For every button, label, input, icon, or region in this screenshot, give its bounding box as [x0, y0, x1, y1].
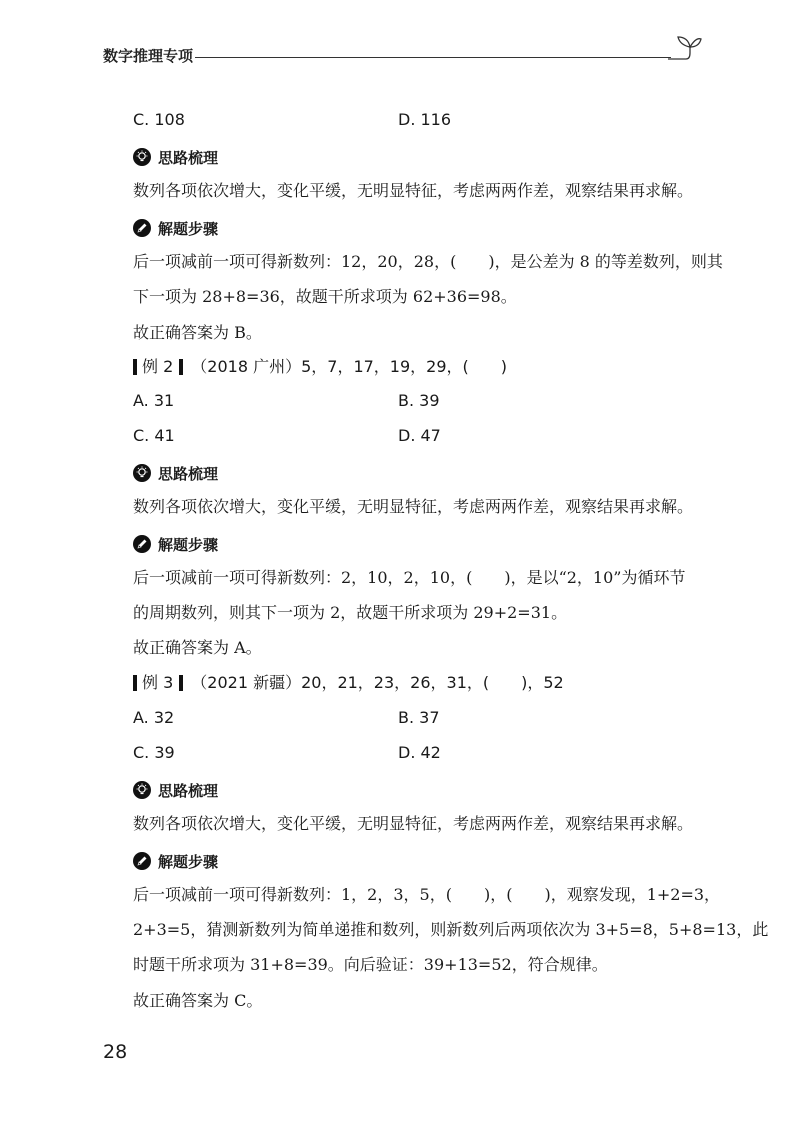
sprout-icon	[666, 33, 702, 63]
thinking-text: 数列各项依次增大，变化平缓，无明显特征，考虑两两作差，观察结果再求解。	[133, 814, 694, 833]
option-d: D. 42	[398, 743, 441, 762]
thinking-label: 思路梳理	[158, 148, 219, 167]
example-3-label: 例 3	[142, 673, 174, 692]
answer-text: 故正确答案为 A。	[133, 638, 262, 657]
lightbulb-icon	[133, 781, 151, 799]
lightbulb-icon	[133, 148, 151, 166]
page-number: 28	[103, 1041, 128, 1063]
pencil-icon	[133, 852, 151, 870]
option-a: A. 32	[133, 708, 175, 727]
example-bar-right	[179, 359, 183, 375]
header-title: 数字推理专项	[103, 47, 194, 65]
steps-text-line-2: 的周期数列，则其下一项为 2，故题干所求项为 29+2=31。	[133, 603, 568, 622]
thinking-text: 数列各项依次增大，变化平缓，无明显特征，考虑两两作差，观察结果再求解。	[133, 181, 694, 200]
example-2-question: （2018 广州）5，7，17，19，29，( )	[191, 357, 508, 376]
option-b: B. 39	[398, 391, 440, 410]
steps-label: 解题步骤	[158, 535, 219, 554]
thinking-label: 思路梳理	[158, 781, 219, 800]
answer-text: 故正确答案为 C。	[133, 991, 263, 1010]
thinking-section-header	[133, 779, 218, 801]
option-a: A. 31	[133, 391, 175, 410]
option-c: C. 39	[133, 743, 175, 762]
page-header	[0, 0, 800, 80]
steps-section-header	[133, 217, 218, 239]
example-3-question: （2021 新疆）20，21，23，26，31，( )，52	[191, 673, 564, 692]
steps-label: 解题步骤	[158, 219, 219, 238]
option-d: D. 47	[398, 426, 441, 445]
example-2-label: 例 2	[142, 357, 174, 376]
example-bar-right	[179, 675, 183, 691]
example-bar-left	[133, 359, 137, 375]
option-d: D. 116	[398, 110, 452, 129]
example-bar-left	[133, 675, 137, 691]
steps-label: 解题步骤	[158, 852, 219, 871]
option-c: C. 41	[133, 426, 175, 445]
steps-text-line-3: 时题干所求项为 31+8=39。向后验证：39+13=52，符合规律。	[133, 955, 608, 974]
pencil-icon	[133, 219, 151, 237]
lightbulb-icon	[133, 464, 151, 482]
steps-text-line-2: 2+3=5，猜测新数列为简单递推和数列，则新数列后两项依次为 3+5=8，5+8=13，此	[133, 920, 769, 939]
answer-text: 故正确答案为 B。	[133, 323, 262, 342]
steps-text-line-1: 后一项减前一项可得新数列：1，2，3，5，( )，( )，观察发现，1+2=3，	[133, 885, 721, 904]
thinking-text: 数列各项依次增大，变化平缓，无明显特征，考虑两两作差，观察结果再求解。	[133, 497, 694, 516]
steps-section-header	[133, 850, 218, 872]
option-c: C. 108	[133, 110, 185, 129]
steps-text-line-2: 下一项为 28+8=36，故题干所求项为 62+36=98。	[133, 287, 517, 306]
thinking-label: 思路梳理	[158, 464, 219, 483]
thinking-section-header	[133, 462, 218, 484]
steps-text-line-1: 后一项减前一项可得新数列：12，20，28，( )，是公差为 8 的等差数列，则其	[133, 252, 723, 271]
thinking-section-header	[133, 146, 218, 168]
option-b: B. 37	[398, 708, 440, 727]
pencil-icon	[133, 535, 151, 553]
steps-text-line-1: 后一项减前一项可得新数列：2，10，2，10，( )，是以“2，10”为循环节	[133, 568, 686, 587]
example-2-heading	[133, 357, 507, 377]
example-3-heading	[133, 673, 564, 693]
steps-section-header	[133, 533, 218, 555]
header-rule	[195, 57, 671, 58]
